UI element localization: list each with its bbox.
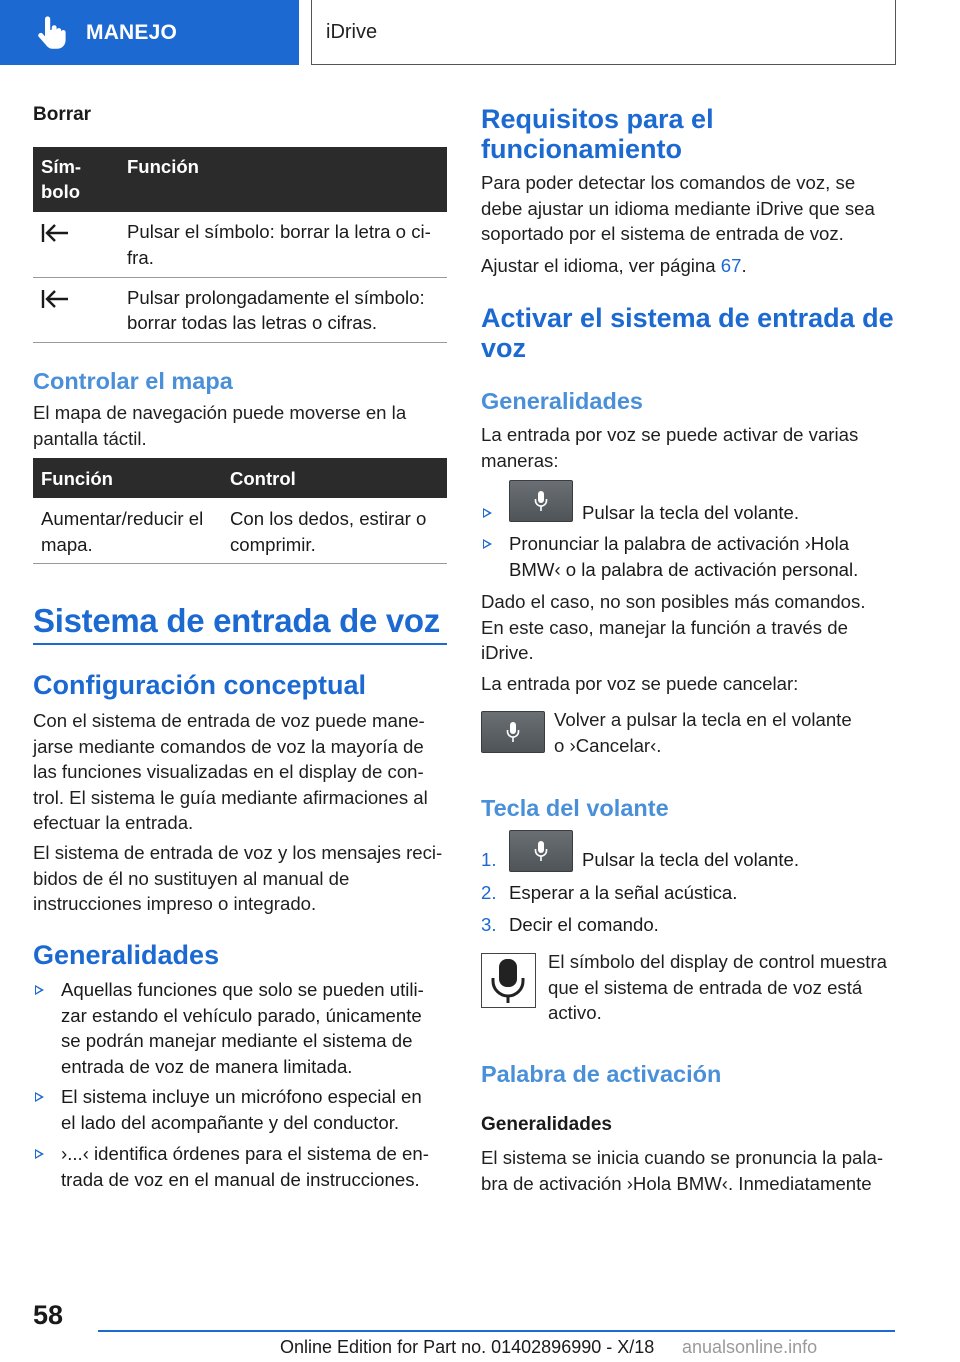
microphone-icon <box>506 721 520 743</box>
wake-paragraph: El sistema se inicia cuando se pronuncia la pala- bra de activación ›Hola BMW‹. Inmediatamente <box>481 1147 884 1194</box>
symbol-cell <box>33 212 120 277</box>
microphone-icon <box>482 954 534 1006</box>
language-reference: Ajustar el idioma, ver página 67. <box>481 255 747 276</box>
microphone-icon <box>534 840 548 862</box>
function-cell: Aumentar/reducir el mapa. <box>33 498 222 563</box>
map-control-table <box>33 458 447 564</box>
list-item: 2. Esperar a la señal acústica. <box>481 882 738 903</box>
voice-button-image <box>509 830 573 872</box>
bullet-triangle-icon <box>35 1092 44 1102</box>
table-row <box>33 212 447 277</box>
list-item: ›...‹ identifica órdenes para el sistema de en- trada de voz en el manual de instrucciones. <box>33 1141 447 1192</box>
concept-paragraph-2: El sistema de entrada de voz y los mensajes reci- bidos de él no sustituyen al manual de instrucciones impreso o integrado. <box>33 842 443 914</box>
wake-heading: Palabra de activación <box>481 1061 722 1087</box>
table-header-row <box>33 458 447 498</box>
voice-button-image <box>481 711 545 753</box>
function-cell: Pulsar el símbolo: borrar la letra o ci- fra. <box>120 212 447 277</box>
requirements-paragraph: Para poder detectar los comandos de voz, se debe ajustar un idioma mediante iDrive que sea soportado por el sistema de entrada de voz. <box>481 172 875 244</box>
active-mic-symbol <box>481 953 536 1008</box>
display-text: El símbolo del display de control muestra que el sistema de entrada de voz está activo. <box>548 951 887 1023</box>
general-paragraph-2: Dado el caso, no son posibles más comandos. En este caso, manejar la función a través de iDrive. <box>481 591 866 663</box>
delete-symbol-table <box>33 147 447 343</box>
chapter-title: iDrive <box>326 20 378 43</box>
general-paragraph: La entrada por voz se puede activar de varias maneras: <box>481 424 859 471</box>
table-header-function: Función <box>120 147 447 212</box>
delete-arrow-icon <box>41 222 71 244</box>
page-number: 58 <box>33 1300 64 1330</box>
map-heading: Controlar el mapa <box>33 368 233 394</box>
function-cell: Pulsar prolongadamente el símbolo: borrar todas las letras o cifras. <box>120 277 447 342</box>
microphone-icon <box>534 490 548 512</box>
section-tab <box>0 0 299 65</box>
hand-pointer-icon <box>36 16 68 50</box>
section-title: MANEJO <box>86 20 178 44</box>
table-header-function: Función <box>33 458 222 498</box>
bullet-triangle-icon <box>483 539 492 549</box>
wheel-heading: Tecla del volante <box>481 795 669 821</box>
footer-watermark: anualsonline.info <box>682 1337 818 1357</box>
activate-heading: Activar el sistema de entrada de voz <box>481 303 894 363</box>
table-header-symbol: Sím- bolo <box>33 147 120 212</box>
cancel-intro: La entrada por voz se puede cancelar: <box>481 673 799 694</box>
table-header-control: Control <box>222 458 447 498</box>
concept-heading: Configuración conceptual <box>33 670 367 700</box>
bullet-triangle-icon <box>35 1149 44 1159</box>
general-heading: Generalidades <box>33 940 220 970</box>
voice-button-image <box>509 480 573 522</box>
concept-paragraph-1: Con el sistema de entrada de voz puede mane- jarse mediante comandos de voz la mayoría de las funciones visualizadas en el display de con- trol. El sistema le guía mediante afirmaciones al efectuar la entrada. <box>33 710 428 833</box>
page-link[interactable]: 67 <box>720 255 742 276</box>
wake-subheading: Generalidades <box>481 1114 612 1135</box>
main-heading-rule <box>33 643 447 645</box>
list-item: El sistema incluye un micrófono especial en el lado del acompañante y del conductor. <box>33 1084 447 1135</box>
requirements-heading: Requisitos para el funcionamiento <box>481 104 714 164</box>
chapter-header <box>311 0 896 65</box>
delete-arrow-icon <box>41 288 71 310</box>
list-item: Pulsar la tecla del volante. <box>481 480 896 524</box>
list-item: 3. Decir el comando. <box>481 914 659 935</box>
list-item: 1. Pulsar la tecla del volante. <box>481 830 896 874</box>
general-subheading: Generalidades <box>481 388 643 414</box>
bullet-triangle-icon <box>35 985 44 995</box>
control-cell: Con los dedos, estirar o comprimir. <box>222 498 447 563</box>
table-row <box>33 498 447 563</box>
cancel-text: Volver a pulsar la tecla en el volante o ›Cancelar‹. <box>554 709 852 756</box>
table-header-row <box>33 147 447 212</box>
footer-rule <box>98 1330 895 1332</box>
table-row <box>33 277 447 342</box>
symbol-cell <box>33 277 120 342</box>
bullet-triangle-icon <box>483 508 492 518</box>
borrar-label: Borrar <box>33 104 92 125</box>
footer-edition: Online Edition for Part no. 01402896990 - X/18 <box>280 1337 655 1357</box>
list-item: Pronunciar la palabra de activación ›Hola BMW‹ o la palabra de activación personal. <box>481 531 896 582</box>
map-text: El mapa de navegación puede moverse en la pantalla táctil. <box>33 402 407 449</box>
list-item: Aquellas funciones que solo se pueden utili- zar estando el vehículo parado, únicamente se podrán manejar mediante el sistema de entrada de voz de manera limitada. <box>33 977 447 1079</box>
main-heading: Sistema de entrada de voz <box>33 602 440 639</box>
